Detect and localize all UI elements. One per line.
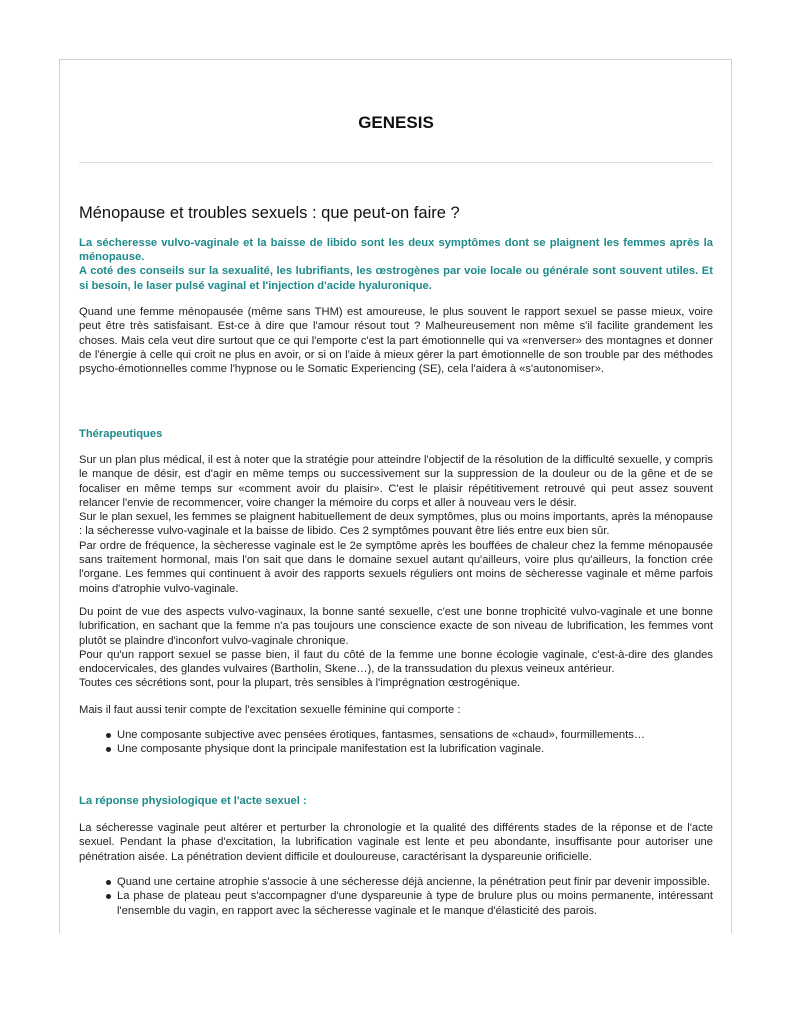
bullet-icon	[106, 733, 111, 738]
intro-paragraph: Quand une femme ménopausée (même sans THM) est amoureuse, le plus souvent le rapport sexuel se passe mieux, voire peut être très satisfaisant. Est-ce à dire que l'amour résout tout ? Malheureusement non même s'il facilite grandement les choses. Mais cela veut dire surtout que ce qui l'emporte c'est la part émotionnelle qui va «renverser» des montagnes et donner de l'énergie à celle qui croit ne plus en avoir, or si on l'aide à mieux gérer la part émotionnelle de son trouble par des méthodes psycho-émotionnelles comme l'hypnose ou le Somatic Experiencing (SE), cela l'aidera à «s'autonomiser».	[79, 306, 713, 376]
article-title: Ménopause et troubles sexuels : que peut-on faire ?	[79, 204, 460, 222]
reponse-paragraph: La sécheresse vaginale peut altérer et perturber la chronologie et la qualité des différents stades de la réponse et de l'acte sexuel. Pendant la phase d'excitation, la lubrification vaginale est lente et peu abondante, insuffisante pour autoriser une pénétration aisée. La pénétration devient difficile et douloureuse, caractérisant la dyspareunie orificielle.	[79, 822, 713, 863]
article-intro	[79, 236, 713, 293]
excitation-list	[79, 728, 713, 757]
list-item: Quand une certaine atrophie s'associe à une sécheresse déjà ancienne, la pénétration peut finir par devenir impossible.	[117, 875, 713, 889]
therapeutiques-paragraph-1	[79, 453, 713, 596]
section-heading-reponse: La réponse physiologique et l'acte sexuel :	[79, 795, 307, 807]
list-item: Une composante physique dont la principale manifestation est la lubrification vaginale.	[117, 742, 713, 756]
paragraph-line: Pour qu'un rapport sexuel se passe bien, il faut du côté de la femme une bonne écologie vaginale, c'est-à-dire des glandes endocervicales, des glandes vulvaires (Bartholin, Skene…), de la transsudation du plexus veineux antérieur.	[79, 648, 713, 676]
section-heading-therapeutiques: Thérapeutiques	[79, 428, 163, 440]
reponse-list	[79, 875, 713, 918]
intro-line-1: La sécheresse vulvo-vaginale et la baisse de libido sont les deux symptômes dont se plaignent les femmes après la ménopause.	[79, 237, 713, 264]
therapeutiques-paragraph-2	[79, 605, 713, 691]
therapeutiques-paragraph-3: Mais il faut aussi tenir compte de l'excitation sexuelle féminine qui comporte :	[79, 704, 461, 716]
site-title: GENESIS	[358, 113, 434, 132]
list-item: Une composante subjective avec pensées érotiques, fantasmes, sensations de «chaud», fourmillements…	[117, 728, 713, 742]
paragraph-line: Sur le plan sexuel, les femmes se plaignent habituellement de deux symptômes, plus ou moins importants, après la ménopause : la sécheresse vulvo-vaginale et la baisse de libido. Ces 2 symptômes pouvant être liés entre eux bien sûr.	[79, 511, 713, 538]
bullet-icon	[106, 747, 111, 752]
bullet-icon	[106, 894, 111, 899]
paragraph-line: Sur un plan plus médical, il est à noter que la stratégie pour atteindre l'objectif de la résolution de la difficulté sexuelle, y compris le manque de désir, est d'agir en même temps ou successivement sur la suppression de la douleur ou de la gêne et de se focaliser en même temps sur «comment avoir du plaisir». C'est le plaisir répétitivement retrouvé qui peut assez souvent relancer l'envie de recommencer, voire changer la mémoire du corps et aller à nouveau vers le désir.	[79, 454, 713, 509]
paragraph-line: Toutes ces sécrétions sont, pour la plupart, très sensibles à l'imprégnation œstrogénique.	[79, 677, 521, 690]
list-item: La phase de plateau peut s'accompagner d'une dyspareunie à type de brulure plus ou moins permanente, intéressant l'ensemble du vagin, en rapport avec la sécheresse vaginale et le manque d'élasticité des parois.	[117, 889, 713, 918]
paragraph-line: Du point de vue des aspects vulvo-vaginaux, la bonne santé sexuelle, c'est une bonne trophicité vulvo-vaginale et une bonne lubrification, en sachant que la femme n'a pas toujours une conscience exacte de son niveau de lubrification, les femmes vont plutôt se plaindre d'inconfort vulvo-vaginale chronique.	[79, 606, 713, 647]
header-divider	[79, 162, 713, 163]
intro-line-2: A coté des conseils sur la sexualité, les lubrifiants, les œstrogènes par voie locale ou générale sont souvent utiles. Et si besoin, le laser pulsé vaginal et l'injection d'acide hyaluronique.	[79, 265, 713, 292]
bullet-icon	[106, 880, 111, 885]
paragraph-line: Par ordre de fréquence, la sècheresse vaginale est le 2e symptôme après les bouffées de chaleur chez la femme ménopausée sans traitement hormonal, mais l'on sait que dans le domaine sexuel autant qu'ailleurs, voire plus qu'ailleurs, la fonction crée l'organe. Les femmes qui continuent à avoir des rapports sexuels réguliers ont moins de sècheresse vaginale et même parfois moins d'atrophie vulvo-vaginale.	[79, 539, 713, 595]
